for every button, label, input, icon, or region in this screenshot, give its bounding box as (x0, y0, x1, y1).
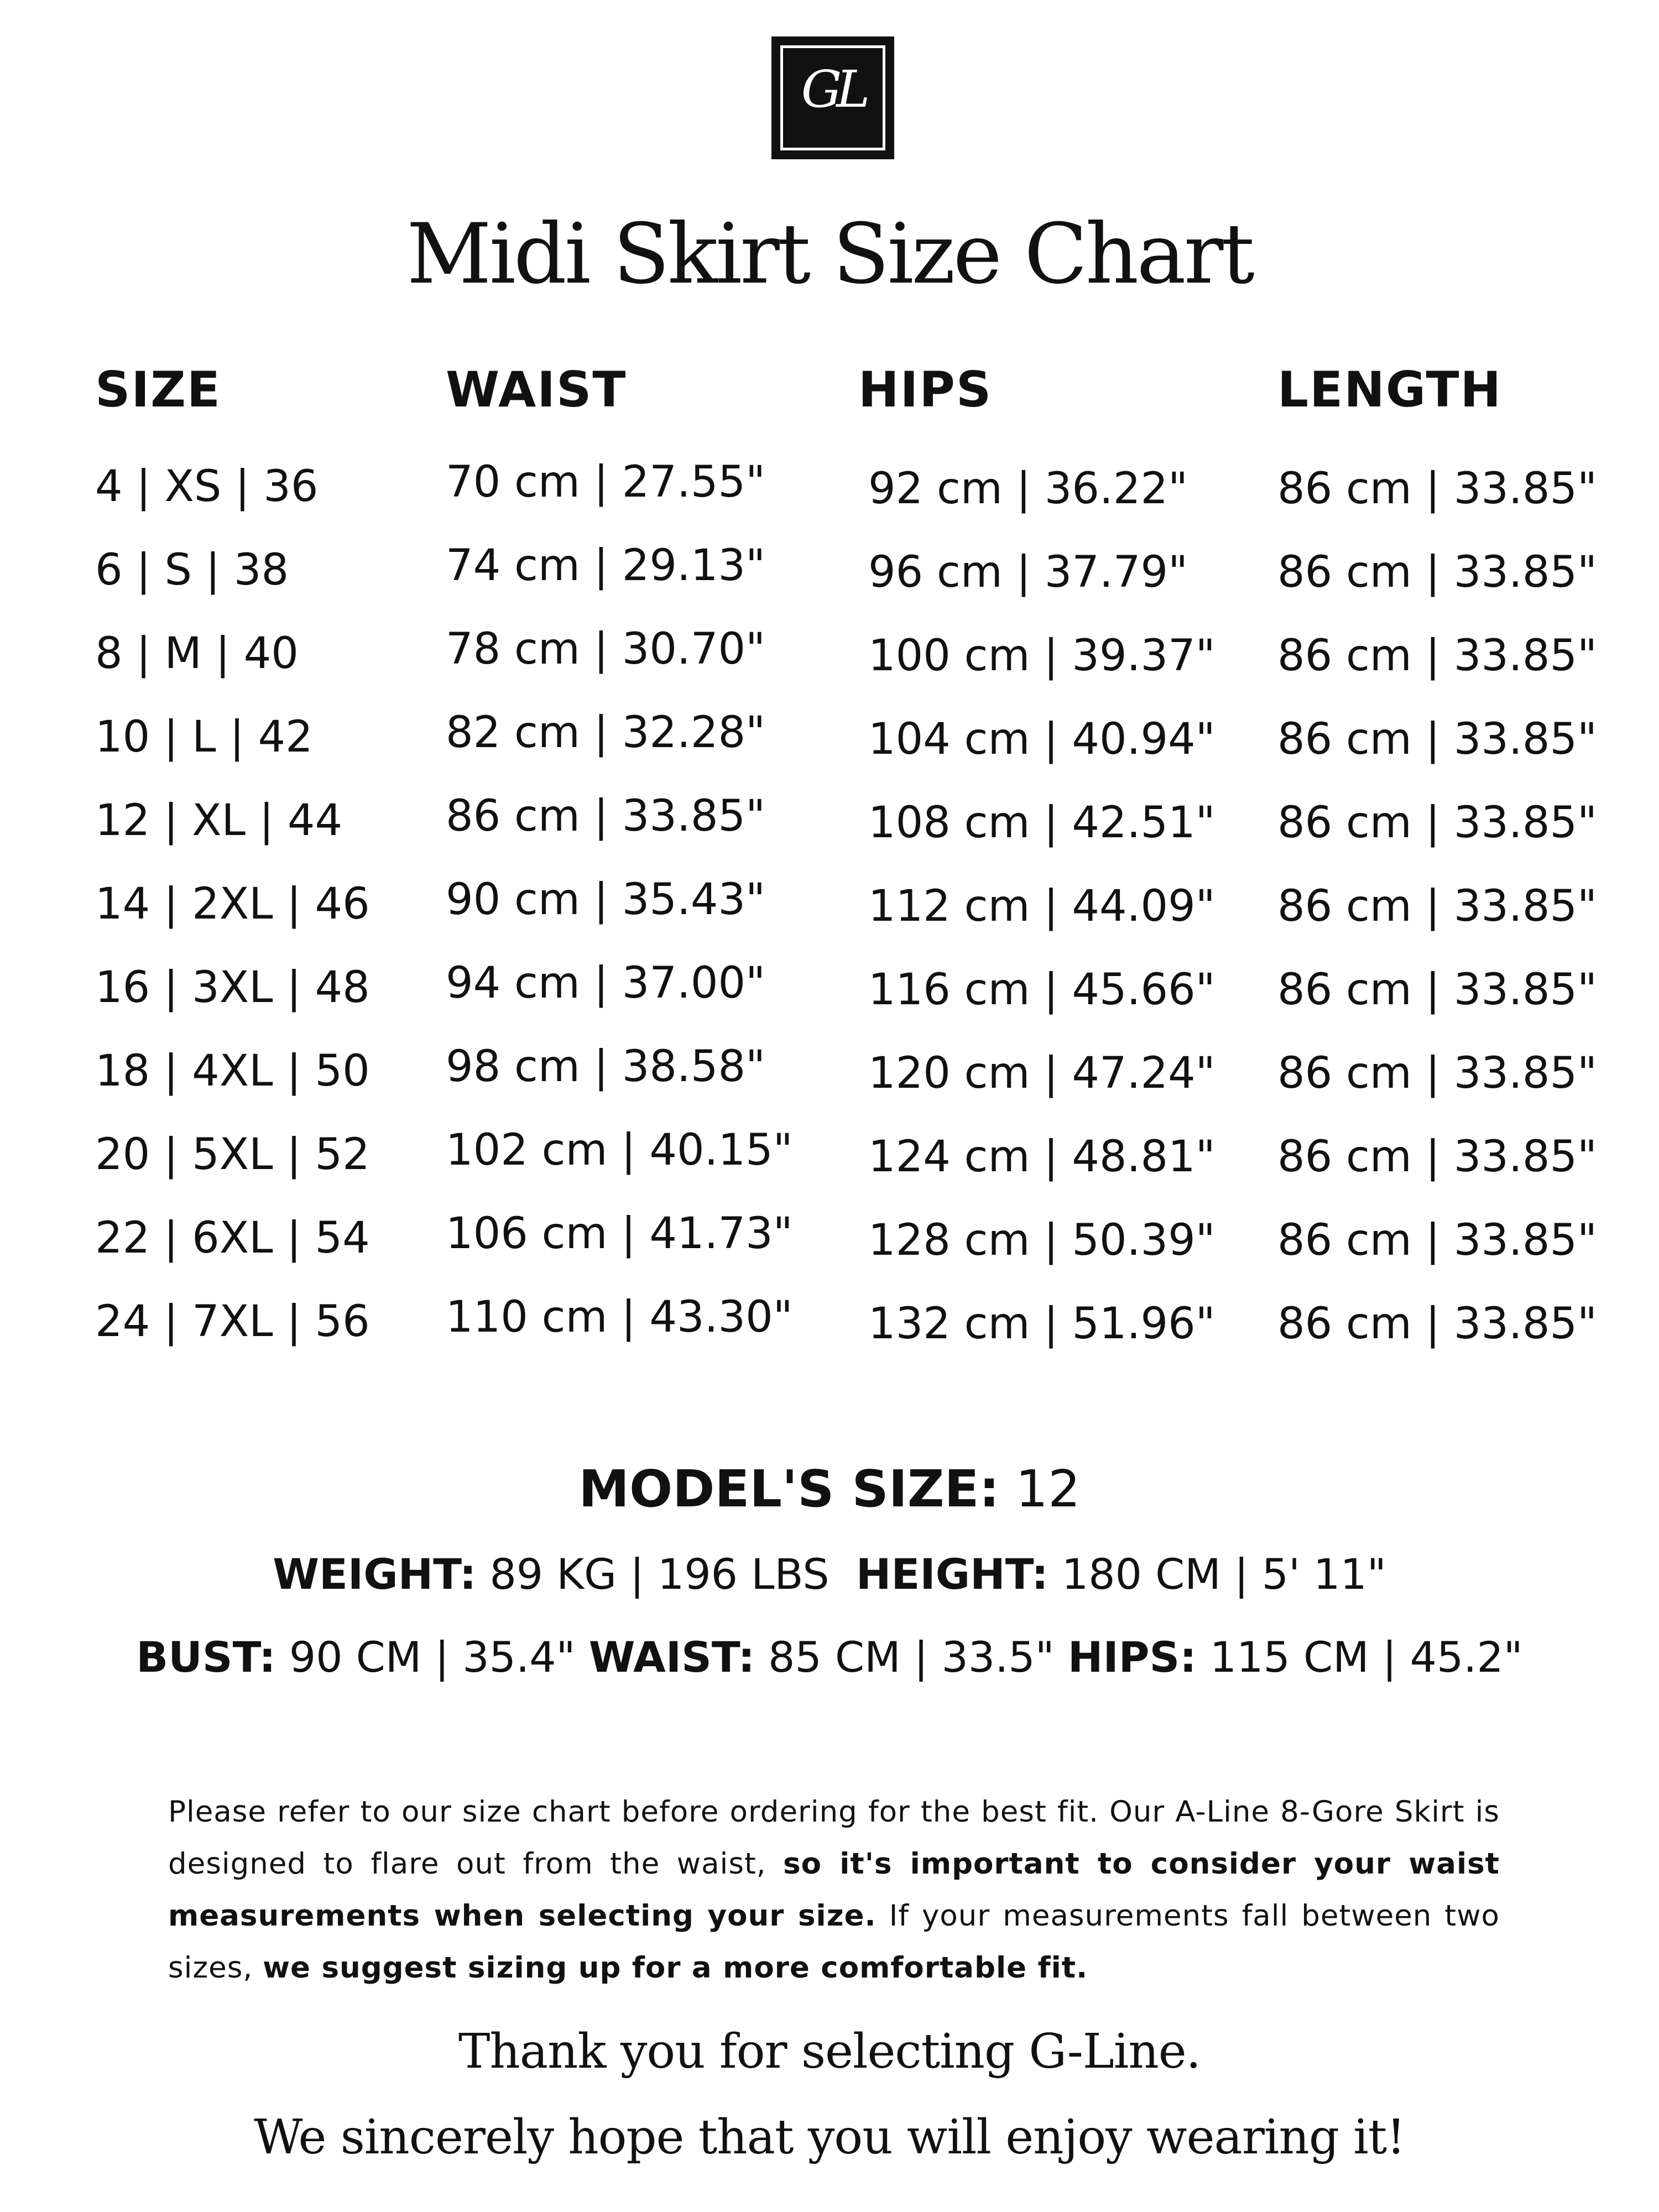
cell-size: 10 | L | 42 (95, 712, 313, 762)
cell-size: 16 | 3XL | 48 (95, 963, 370, 1013)
cell-size: 24 | 7XL | 56 (95, 1297, 370, 1347)
cell-length: 86 cm | 33.85" (1277, 1048, 1597, 1098)
thanks-line-2: We sincerely hope that you will enjoy wearing it! (254, 2110, 1405, 2165)
cell-hips: 120 cm | 47.24" (868, 1048, 1215, 1098)
cell-size: 18 | 4XL | 50 (95, 1046, 370, 1096)
cell-size: 4 | XS | 36 (95, 462, 319, 512)
cell-length: 86 cm | 33.85" (1277, 1215, 1597, 1265)
waist-value: 85 CM | 33.5" (768, 1632, 1055, 1682)
cell-length: 86 cm | 33.85" (1277, 547, 1597, 597)
cell-size: 8 | M | 40 (95, 629, 299, 679)
cell-hips: 104 cm | 40.94" (868, 714, 1215, 764)
cell-waist: 94 cm | 37.00" (446, 958, 765, 1008)
cell-length: 86 cm | 33.85" (1277, 881, 1597, 931)
note-bold-1: so it's important to consider your waist measurements when selecting your size. (168, 1847, 1500, 1933)
cell-waist: 102 cm | 40.15" (446, 1125, 793, 1175)
cell-waist: 78 cm | 30.70" (446, 624, 765, 674)
weight-label: WEIGHT: (273, 1550, 477, 1599)
cell-hips: 92 cm | 36.22" (868, 464, 1188, 514)
cell-size: 6 | S | 38 (95, 545, 289, 595)
cell-hips: 128 cm | 50.39" (868, 1215, 1215, 1265)
note-bold-2: we suggest sizing up for a more comfortable fit. (263, 1951, 1088, 1985)
page-title: Midi Skirt Size Chart (406, 206, 1253, 302)
hips-label: HIPS: (1067, 1632, 1197, 1682)
cell-length: 86 cm | 33.85" (1277, 798, 1597, 848)
header-size: SIZE (95, 361, 222, 418)
cell-length: 86 cm | 33.85" (1277, 464, 1597, 514)
cell-hips: 116 cm | 45.66" (868, 965, 1215, 1015)
header-length: LENGTH (1277, 361, 1503, 418)
cell-hips: 108 cm | 42.51" (868, 798, 1215, 848)
cell-length: 86 cm | 33.85" (1277, 1299, 1597, 1349)
model-measurements-line (0, 1632, 1659, 1682)
cell-hips: 100 cm | 39.37" (868, 631, 1215, 681)
cell-size: 14 | 2XL | 46 (95, 879, 370, 929)
waist-label: WAIST: (588, 1632, 755, 1682)
header-hips: HIPS (858, 361, 993, 418)
cell-hips: 96 cm | 37.79" (868, 547, 1188, 597)
cell-waist: 74 cm | 29.13" (446, 541, 765, 591)
logo-monogram: GL (801, 60, 865, 119)
cell-size: 20 | 5XL | 52 (95, 1130, 370, 1180)
note-text-1: Please refer to our size chart before ordering for the best fit. Our A-Line 8-Gore Skirt is designed to flare out from the waist, (168, 1795, 1500, 1881)
cell-waist: 106 cm | 41.73" (446, 1209, 793, 1259)
model-size-label: MODEL'S SIZE: (578, 1459, 1000, 1519)
cell-waist: 110 cm | 43.30" (446, 1292, 793, 1342)
cell-waist: 70 cm | 27.55" (446, 457, 765, 507)
model-size-line (0, 1459, 1659, 1520)
height-value: 180 CM | 5' 11" (1061, 1550, 1386, 1599)
bust-label: BUST: (136, 1632, 276, 1682)
cell-length: 86 cm | 33.85" (1277, 965, 1597, 1015)
bust-value: 90 CM | 35.4" (289, 1632, 576, 1682)
model-weight-height-line (0, 1550, 1659, 1599)
cell-hips: 112 cm | 44.09" (868, 881, 1215, 931)
cell-waist: 86 cm | 33.85" (446, 791, 765, 841)
note-text-2: If your measurements fall between two sizes, (168, 1899, 1500, 1985)
cell-length: 86 cm | 33.85" (1277, 714, 1597, 764)
model-size-value: 12 (1015, 1459, 1081, 1519)
cell-length: 86 cm | 33.85" (1277, 1132, 1597, 1182)
weight-value: 89 KG | 196 LBS (489, 1550, 830, 1599)
cell-hips: 124 cm | 48.81" (868, 1132, 1215, 1182)
cell-waist: 98 cm | 38.58" (446, 1042, 765, 1092)
cell-waist: 90 cm | 35.43" (446, 875, 765, 925)
cell-hips: 132 cm | 51.96" (868, 1299, 1215, 1349)
cell-size: 22 | 6XL | 54 (95, 1213, 370, 1263)
cell-waist: 82 cm | 32.28" (446, 708, 765, 758)
hips-value: 115 CM | 45.2" (1209, 1632, 1523, 1682)
cell-size: 12 | XL | 44 (95, 796, 343, 846)
header-waist: WAIST (446, 361, 627, 418)
cell-length: 86 cm | 33.85" (1277, 631, 1597, 681)
thanks-line-1: Thank you for selecting G-Line. (458, 2024, 1201, 2079)
height-label: HEIGHT: (855, 1550, 1048, 1599)
fit-note (168, 1786, 1500, 1994)
